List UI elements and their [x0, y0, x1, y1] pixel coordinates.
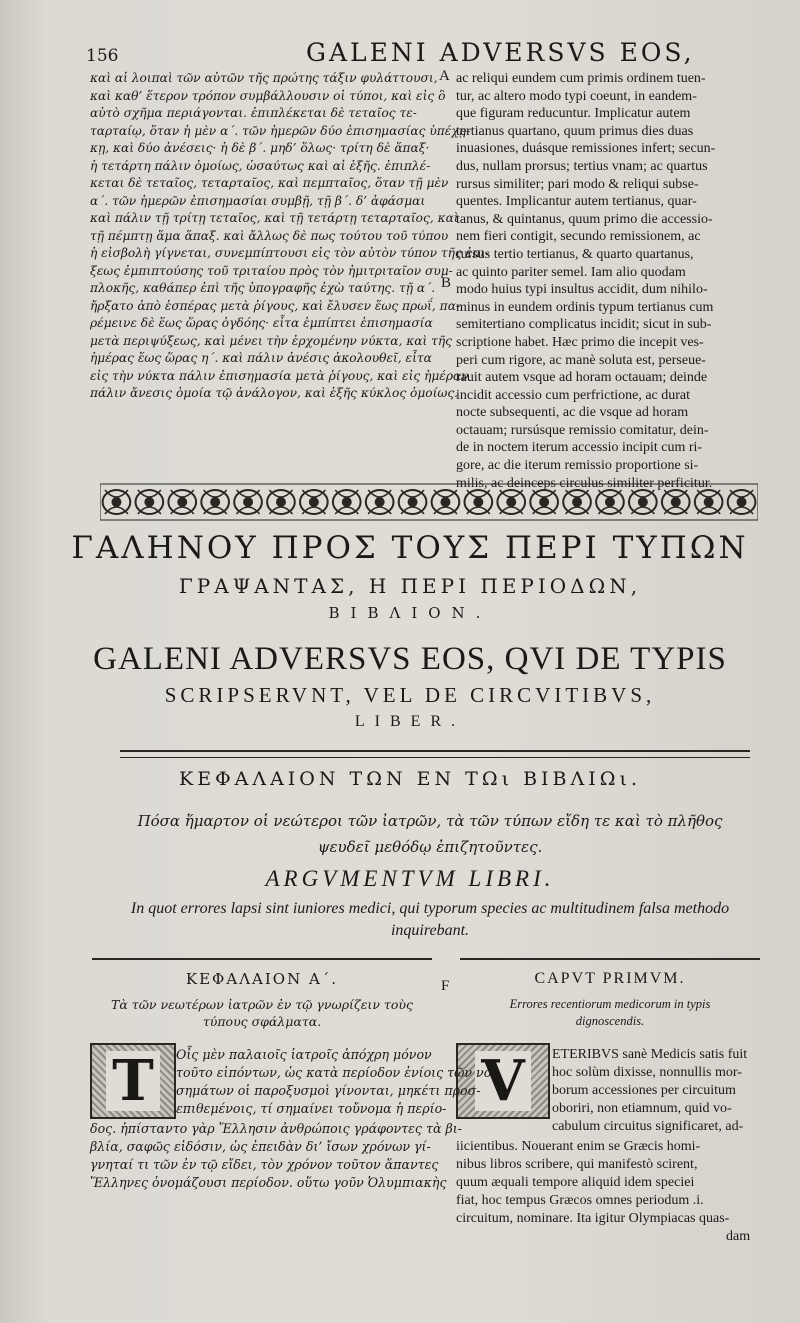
greek-body-line: τοῦτο εἰπόντων, ὡς κατὰ περίοδον ἐνίοις τῶν νο-	[176, 1065, 496, 1080]
greek-line: πλοκῆς, καθάπερ ἐπὶ τῆς ὑπογραφῆς ἐχὼ ταύτης. τῇ α΄.	[90, 281, 436, 295]
latin-line: tanus, & quintanus, quum primo die accessio-	[456, 211, 713, 227]
latin-body-line: fiat, hoc tempus Græcos omnes periodum .i.	[456, 1193, 704, 1208]
greek-line: μετὰ περιψύξεως, καὶ μένει τὴν ἐρχομένην νύκτα, καὶ τῆς	[90, 333, 452, 348]
greek-line: τῇ πέμπτῃ ἅμα ἅπαξ. καὶ ἄλλως δὲ πως τούτου τοῦ τύπου	[90, 228, 449, 243]
fleuron-ornament	[136, 490, 164, 514]
latin-line: peri cum rigore, ac manè soluta est, perseue-	[456, 352, 706, 368]
greek-line: αὐτὸ σχῆμα περιάγονται. ἐπιπλέκεται δὲ τεταῖος τε-	[90, 106, 417, 120]
latin-body-line: iicientibus. Nouerant enim se Græcis homi-	[456, 1139, 701, 1154]
fleuron-ornament	[366, 490, 394, 514]
latin-subheading-line: dignoscendis.	[575, 1014, 645, 1028]
greek-line: ταρταίῳ, ὅταν ἡ μὲν α΄. τῶν ἡμερῶν δύο ἐπισημασίας ὑπέχῃ-	[90, 123, 471, 138]
latin-body-line: cabulum circuitus significaret, ad-	[552, 1119, 744, 1134]
latin-body-line: nibus libros scribere, qui manifestò scirent,	[456, 1157, 698, 1172]
latin-line: incidit accessio cum perfrictione, ac durat	[456, 387, 691, 403]
chapter-one-latin-subheading	[460, 996, 760, 1030]
ornamental-band	[100, 482, 758, 522]
fleuron-ornament	[596, 490, 624, 514]
margin-marker-a: A	[439, 68, 450, 84]
chapter-one-latin-heading: CAPVT PRIMVM.	[534, 970, 686, 987]
fleuron-ornament	[168, 490, 196, 514]
greek-line: πάλιν ἄνεσις ὁμοία τῷ ἀνάλογον, καὶ ἑξῆς κύκλος ὁμοίως.	[90, 386, 459, 400]
latin-line: rauit autem vsque ad horam octauam; deinde	[456, 370, 708, 386]
latin-body-line: borum accessiones per circuitum	[552, 1083, 736, 1098]
latin-line: nem fieri contigit, secundo remissionem, ac	[456, 229, 701, 245]
greek-title-line-3: ΒΙΒΛΙΟΝ.	[328, 604, 492, 622]
divider-rule	[120, 750, 750, 752]
greek-body-line: σημάτων οἱ παροξυσμοὶ γίνονται, μηκέτι προσ-	[176, 1083, 481, 1098]
latin-line: de in noctem iterum accessio incipit cum ri-	[456, 440, 703, 456]
divider-rule	[460, 958, 760, 960]
latin-line: ac reliqui eundem cum primis ordinem tuen-	[456, 71, 706, 86]
latin-line: ac quinto pariter semel. Iam alio quodam	[456, 264, 686, 280]
latin-line: inuasiones, duásque remissiones infert; secun-	[456, 141, 716, 157]
fleuron-ornament	[530, 490, 558, 514]
argument-text: In quot errores lapsi sint iuniores medici, qui typorum species ac multitudinem falsa methodo inquirebant.	[130, 900, 730, 939]
latin-body-line: ETERIBVS sanè Medicis satis fuit	[552, 1047, 748, 1062]
fleuron-ornament	[103, 490, 131, 514]
greek-line: ἡ εἰσβολὴ γίγνεται, συνεμπίπτουσι εἰς τὸν αὐτὸν τύπον τῆς ἐπι-	[90, 246, 490, 260]
fleuron-ornament	[465, 490, 493, 514]
latin-line: rursus tertio tertianus, & quarto quartanus,	[456, 246, 694, 262]
latin-line: modo huius typi insultus accidit, dum nihilo-	[456, 282, 708, 298]
greek-title-line-2: ΓΡΑΨΑΝΤΑΣ, Η ΠΕΡΙ ΠΕΡΙΟΔΩΝ,	[178, 574, 642, 598]
page-number: 156	[86, 46, 119, 66]
greek-line: κεται δὲ τεταῖος, τεταρταῖος, καὶ πεμπταῖος, ὅταν τῇ μὲν	[90, 176, 449, 190]
greek-body-line: Οἷς μὲν παλαιοῖς ἰατροῖς ἀπόχρη μόνον	[176, 1047, 432, 1062]
fleuron-ornament	[695, 490, 723, 514]
latin-body-line: hoc solùm dixisse, nonnullis mor-	[552, 1065, 742, 1080]
fleuron-ornament	[728, 490, 756, 514]
fleuron-ornament	[267, 490, 295, 514]
latin-line: rursus similiter; pari modo & reliqui subse-	[456, 176, 699, 192]
fleuron-ornament	[629, 490, 657, 514]
chapter-one-greek-subheading: Τὰ τῶν νεωτέρων ἰατρῶν ἐν τῷ γνωρίζειν τοὺς τύπους σφάλματα.	[111, 997, 413, 1029]
chapters-heading: ΚΕΦΑΛΑΙΟΝ ΤΩΝ ΕΝ ΤΩι ΒΙΒΛΙΩι.	[179, 768, 641, 790]
greek-line: καὶ αἱ λοιπαὶ τῶν αὐτῶν τῆς πρώτης τάξιν φυλάττουσι,	[90, 71, 438, 85]
latin-title-line-2: SCRIPSERVNT, VEL DE CIRCVITIBVS,	[164, 683, 656, 707]
latin-line: que figuram reducuntur. Implicatur autem	[456, 106, 691, 122]
fleuron-ornament	[333, 490, 361, 514]
fleuron-ornament	[662, 490, 690, 514]
greek-line: καὶ πάλιν τῇ τρίτῃ τεταῖος, καὶ τῇ τετάρτῃ τεταρταῖος, καὶ	[90, 211, 459, 225]
margin-marker-b: B	[441, 275, 452, 291]
latin-line: dus, nullam prorsus; tertius vnam; ac quartus	[456, 158, 708, 174]
chapter-one-greek-heading: ΚΕΦΑΛΑΙΟΝ Α΄.	[185, 970, 339, 988]
greek-line: εἰς τὴν νύκτα πάλιν ἐπισημασία μετὰ ῥίγους, καὶ εἰς ἡμέραν	[90, 368, 469, 383]
fleuron-ornament	[432, 490, 460, 514]
divider-rule	[92, 958, 432, 960]
greek-line: ρέμεινε δὲ ἕως ὥρας ὀγδόης· εἶτα ἐμπίπτει ἐπισημασία	[90, 316, 433, 330]
fleuron-ornament	[201, 490, 229, 514]
greek-column-top	[90, 70, 490, 403]
greek-body-line: γνηταί τι τῶν ἐν τῷ εἴδει, τὸν χρόνον τοῦτον ἅπαντες	[90, 1157, 439, 1172]
latin-title-line-1: GALENI ADVERSVS EOS, QVI DE TYPIS	[93, 641, 727, 677]
latin-column-top	[456, 70, 758, 492]
chapters-summary-greek: Πόσα ἥμαρτον οἱ νεώτεροι τῶν ἰατρῶν, τὰ τῶν τύπων εἴδη τε καὶ τὸ πλῆθος ψευδεῖ μεθόδῳ ἐπιζητοῦντες.	[137, 812, 723, 856]
latin-line: tur, ac altero modo typi coeunt, in eandem-	[456, 88, 697, 104]
latin-line: minus in eundem ordinis typum tertianus cum	[456, 299, 714, 315]
latin-line: quentes. Implicantur autem tertianus, quar-	[456, 194, 697, 210]
greek-line: ἡ τετάρτη πάλιν ὁμοίως, ὡσαύτως καὶ αἱ ἑξῆς. ἐπιπλέ-	[90, 158, 431, 173]
latin-line: gore, ac die iterum remissio proportione si-	[456, 458, 699, 474]
margin-marker-f: F	[441, 978, 450, 994]
latin-line: tertianus quartano, quum primus dies duas	[456, 123, 694, 139]
fleuron-ornament	[399, 490, 427, 514]
greek-line: ἤρξατο ἀπὸ ἑσπέρας μετὰ ῥίγους, καὶ ἔλυσεν ἕως πρωΐ, πα-	[90, 298, 461, 313]
running-title: GALENI ADVERSVS EOS,	[306, 38, 695, 67]
fleuron-ornament	[234, 490, 262, 514]
latin-body-line: circuitum, nominare. Ita igitur Olympiacas quas-	[456, 1211, 730, 1226]
latin-line: milis, ac deinceps circulus similiter perficitur.	[456, 475, 713, 491]
fleuron-ornament	[563, 490, 591, 514]
latin-title-line-3: LIBER.	[354, 713, 466, 730]
greek-title-line-1: ΓΑΛΗΝΟΥ ΠΡΟΣ ΤΟΥΣ ΠΕΡΙ ΤΥΠΩΝ	[71, 530, 749, 566]
fleuron-ornament	[300, 490, 328, 514]
divider-rule	[120, 757, 750, 758]
latin-body-line: quum æquali tempore aliquid idem speciei	[456, 1175, 695, 1190]
greek-body-line: επιθεμένοις, τί σημαίνει τοὔνομα ἡ περίο-	[176, 1101, 447, 1116]
argument-heading: ARGVMENTVM LIBRI.	[265, 866, 555, 891]
greek-drop-cap-letter: Τ	[106, 1051, 160, 1111]
fleuron-ornament	[497, 490, 525, 514]
greek-line: καὶ καθ’ ἕτερον τρόπον συμβάλλουσιν οἱ τύποι, καὶ εἰς ὃ	[90, 88, 446, 103]
latin-line: octauam; rursúsque remissio comitatur, dein-	[456, 422, 709, 438]
greek-body-line: δος. ἠπίσταντο γὰρ Ἕλλησιν ἀνθρώποις γράφοντες τὰ βι-	[90, 1121, 462, 1136]
latin-subheading-line: Errores recentiorum medicorum in typis	[509, 997, 711, 1011]
latin-drop-cap-letter: V	[475, 1051, 530, 1111]
greek-drop-cap	[90, 1043, 176, 1119]
latin-body-line: dam	[726, 1229, 751, 1244]
greek-line: ξεως ἐμπιπτούσης τοῦ τριταίου πρὸς τὸν ἡμιτριταῖον συμ-	[90, 263, 453, 278]
greek-line: ἡμέρας ἕως ὥρας η΄. καὶ πάλιν ἀνέσις ἀκολουθεῖ, εἶτα	[90, 351, 432, 365]
greek-body-line: βλία, σαφῶς εἰδόσιν, ὡς ἐπειδὰν δι’ ἴσων χρόνων γί-	[90, 1139, 431, 1154]
running-head	[86, 38, 766, 72]
latin-line: scriptione habet. Hæc primo die incepit ves-	[456, 334, 704, 350]
greek-body-line: Ἕλληνες ὀνομάζουσι περίοδον. οὕτω γοῦν Ὀλυμπιακὴς	[90, 1175, 447, 1190]
latin-body-line: oboriri, non etiamnum, quid vo-	[552, 1101, 732, 1116]
greek-line: α΄. τῶν ἡμερῶν ἐπισημασίαι συμβῇ, τῇ β΄. δ’ ἀφάσμαι	[90, 193, 426, 208]
greek-line: κῃ, καὶ δύο ἀνέσεις· ἡ δὲ β΄. μηδ’ ὅλως· τρίτη δὲ ἅπαξ·	[90, 141, 430, 155]
latin-line: semitertiano complicatus incidit; sicut in sub-	[456, 317, 712, 333]
latin-line: nocte subsequenti, ac die vsque ad horam	[456, 405, 689, 421]
